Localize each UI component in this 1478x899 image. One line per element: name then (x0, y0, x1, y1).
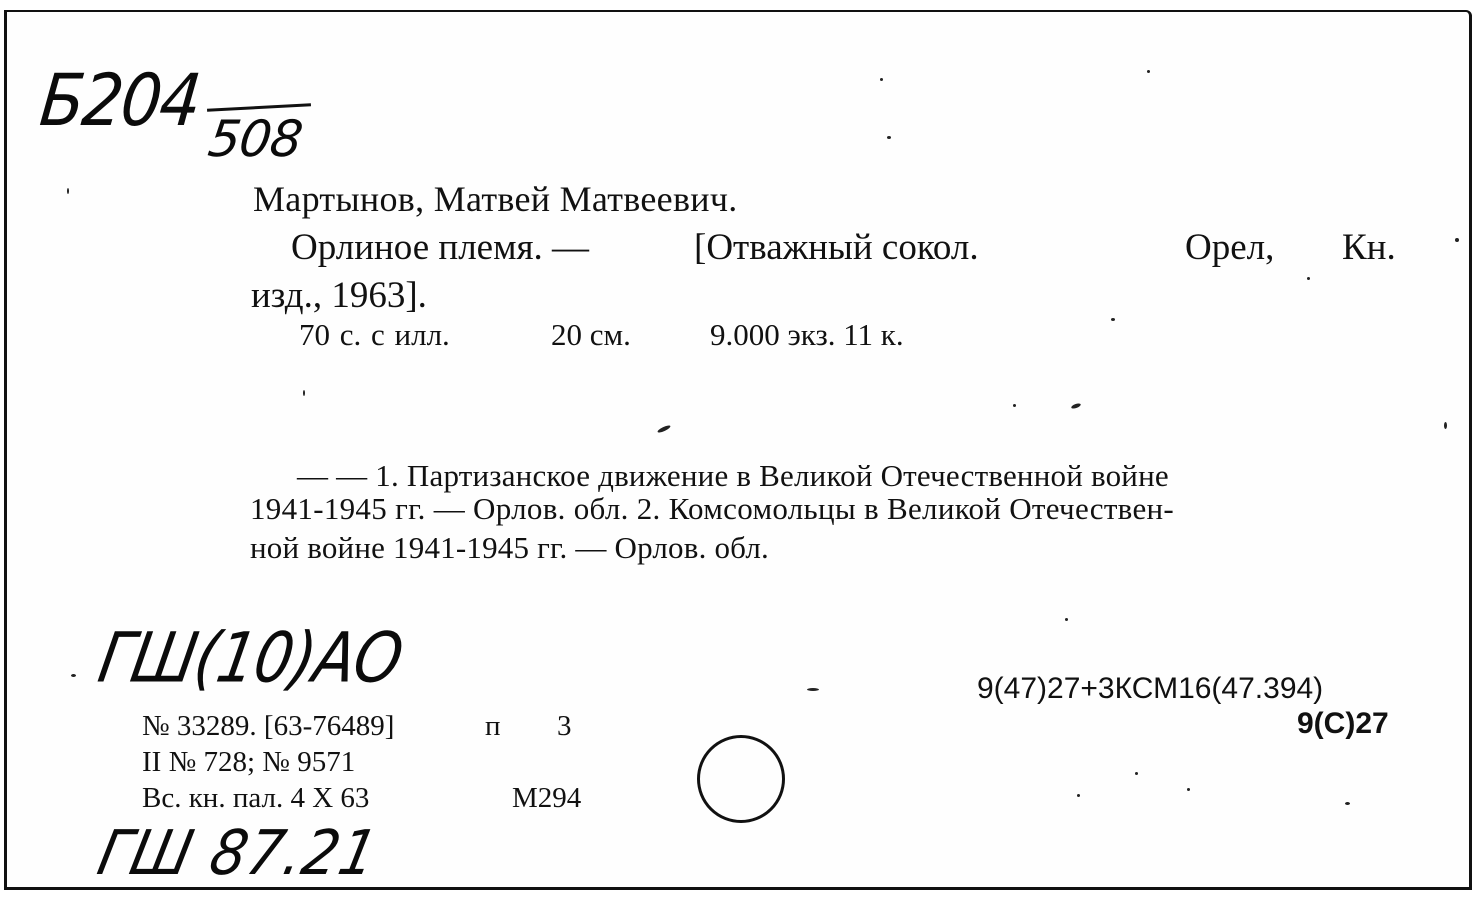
scan-speck (1147, 70, 1150, 73)
catalog-card (4, 10, 1472, 890)
scan-speck (71, 674, 76, 677)
scan-speck (1307, 277, 1310, 280)
scan-speck (657, 424, 671, 434)
scan-speck (1111, 318, 1115, 321)
scan-speck (887, 136, 891, 139)
call-number-suffix: 508 (204, 110, 306, 168)
publisher-abbrev: Кн. (1342, 227, 1396, 268)
author-heading: Мартынов, Матвей Матвеевич. (253, 179, 738, 219)
circle-stamp-icon (697, 735, 785, 823)
scan-speck (1135, 772, 1138, 775)
physical-size: 20 см. (551, 317, 631, 352)
handwritten-shelf-mark: ГШ(10)АО (92, 618, 409, 699)
scan-speck (1455, 238, 1459, 242)
title-statement: Орлиное племя. — (291, 227, 590, 268)
book-chamber-date: Вс. кн. пал. 4 X 63 (142, 782, 370, 814)
registry-count: 3 (557, 710, 572, 742)
subject-line-3: ной войне 1941-1945 гг. — Орлов. обл. (250, 530, 770, 565)
print-run-price: 9.000 экз. 11 к. (710, 317, 904, 352)
classification-code: 9(47)27+3КСМ16(47.394) (977, 672, 1324, 705)
scan-speck (1187, 788, 1190, 791)
publication-place: Орел, (1185, 227, 1275, 268)
scan-speck (1444, 422, 1447, 429)
publisher-year: изд., 1963]. (251, 275, 427, 316)
scan-speck (1013, 404, 1016, 407)
scan-speck (807, 688, 819, 691)
physical-pages: 70 с. с илл. (299, 317, 450, 352)
registry-number: № 33289. [63-76489] (142, 710, 395, 742)
subject-line-2: 1941-1945 гг. — Орлов. обл. 2. Комсомольцы в Великой Отечествен- (250, 491, 1175, 526)
handwritten-shelf-mark-2: ГШ 87.21 (91, 818, 385, 890)
classification-code-secondary: 9(С)27 (1297, 707, 1389, 740)
scan-speck (880, 78, 883, 81)
title-series: [Отважный сокол. (694, 227, 979, 268)
scan-speck (1065, 618, 1068, 621)
registry-mark: п (485, 710, 501, 742)
scan-speck (303, 390, 305, 396)
scan-speck (1345, 802, 1350, 805)
call-number: Б204 (36, 60, 204, 143)
registry-numbers: II № 728; № 9571 (142, 746, 356, 778)
scan-speck (1077, 794, 1080, 797)
scan-speck (1071, 402, 1082, 409)
registry-code: М294 (512, 782, 582, 814)
scan-speck (67, 188, 69, 194)
subject-line-1: — — 1. Партизанское движение в Великой Отечественной войне (297, 458, 1169, 493)
